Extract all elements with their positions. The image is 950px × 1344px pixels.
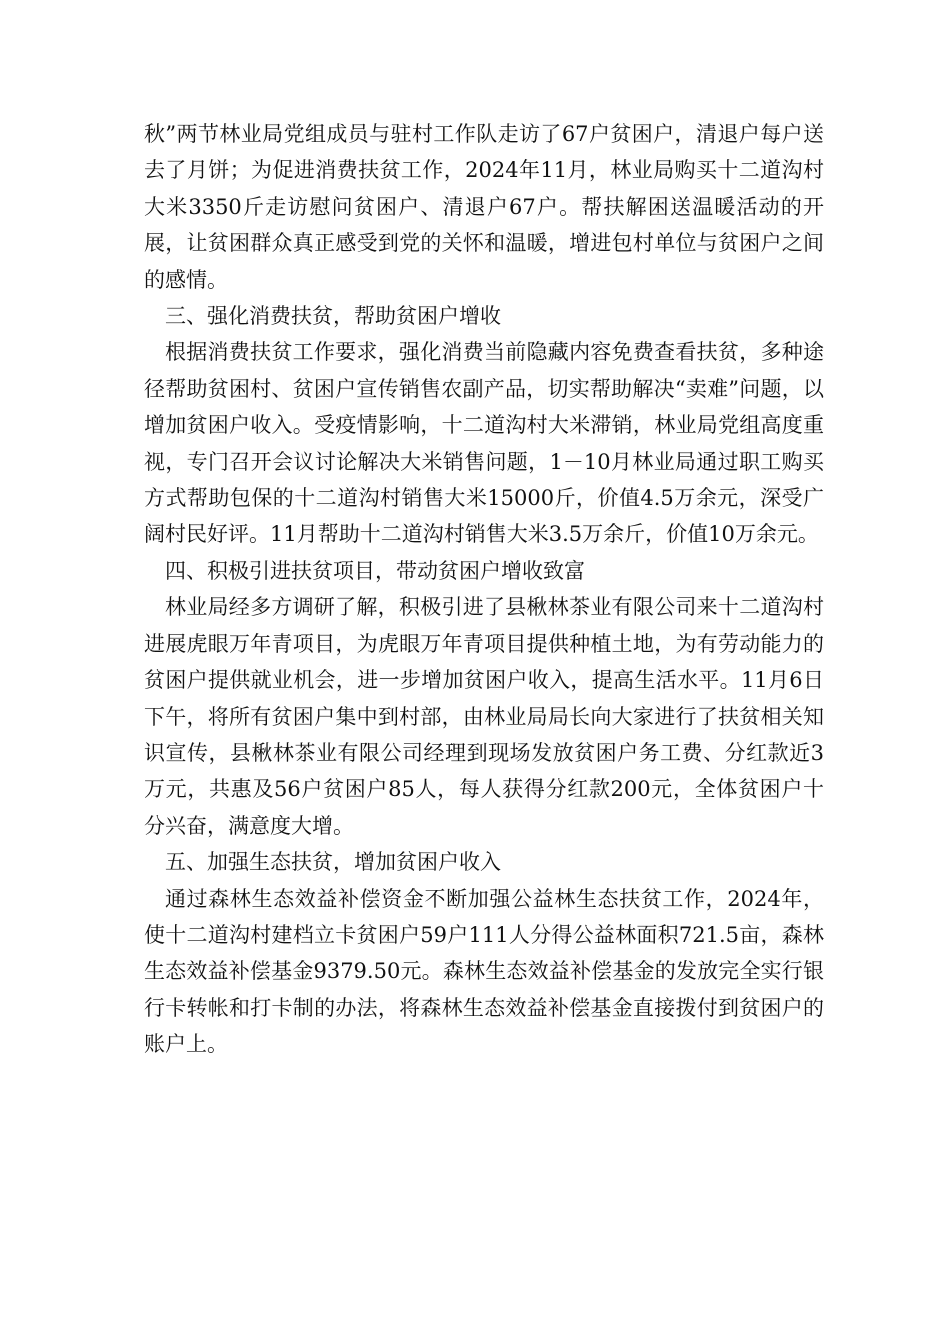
body-paragraph-1: 秋”两节林业局党组成员与驻村工作队走访了67户贫困户，清退户每户送去了月饼；为促进消费扶贫工作，2024年11月，林业局购买十二道沟村大米3350斤走访慰问贫困户、清退户67户。帮扶解困送温暖活动的开展，让贫困群众真正感受到党的关怀和温暖，增进包村单位与贫困户之间的感情。: [144, 122, 824, 292]
body-paragraph-4: 通过森林生态效益补偿资金不断加强公益林生态扶贫工作，2024年，使十二道沟村建档立卡贫困户59户111人分得公益林面积721.5亩，森林生态效益补偿基金9379.50元。森林生态效益补偿基金的发放完全实行银行卡转帐和打卡制的办法，将森林生态效益补偿基金直接拨付到贫困户的账户上。: [144, 886, 824, 1057]
body-paragraph-2: 根据消费扶贫工作要求，强化消费当前隐藏内容免费查看扶贫，多种途径帮助贫困村、贫困户宣传销售农副产品，切实帮助解决“卖难”问题，以增加贫困户收入。受疫情影响，十二道沟村大米滞销，林业局党组高度重视，专门召开会议讨论解决大米销售问题，1－10月林业局通过职工购买方式帮助包保的十二道沟村销售大米15000斤，价值4.5万余元，深受广阔村民好评。11月帮助十二道沟村销售大米3.5万余斤，价值10万余元。: [144, 340, 824, 547]
document-body: [144, 116, 824, 1063]
body-paragraph-3: 林业局经多方调研了解，积极引进了县楸林茶业有限公司来十二道沟村进展虎眼万年青项目，为虎眼万年青项目提供种植土地，为有劳动能力的贫困户提供就业机会，进一步增加贫困户收入，提高生活水平。11月6日下午，将所有贫困户集中到村部，由林业局局长向大家进行了扶贫相关知识宣传，县楸林茶业有限公司经理到现场发放贫困户务工费、分红款近3万元，共惠及56户贫困户85人，每人获得分红款200元，全体贫困户十分兴奋，满意度大增。: [144, 595, 824, 838]
section-heading-3: 三、强化消费扶贫，帮助贫困户增收: [165, 304, 501, 329]
section-heading-4: 四、积极引进扶贫项目，带动贫困户增收致富: [165, 558, 585, 583]
section-heading-5: 五、加强生态扶贫，增加贫困户收入: [165, 850, 501, 875]
